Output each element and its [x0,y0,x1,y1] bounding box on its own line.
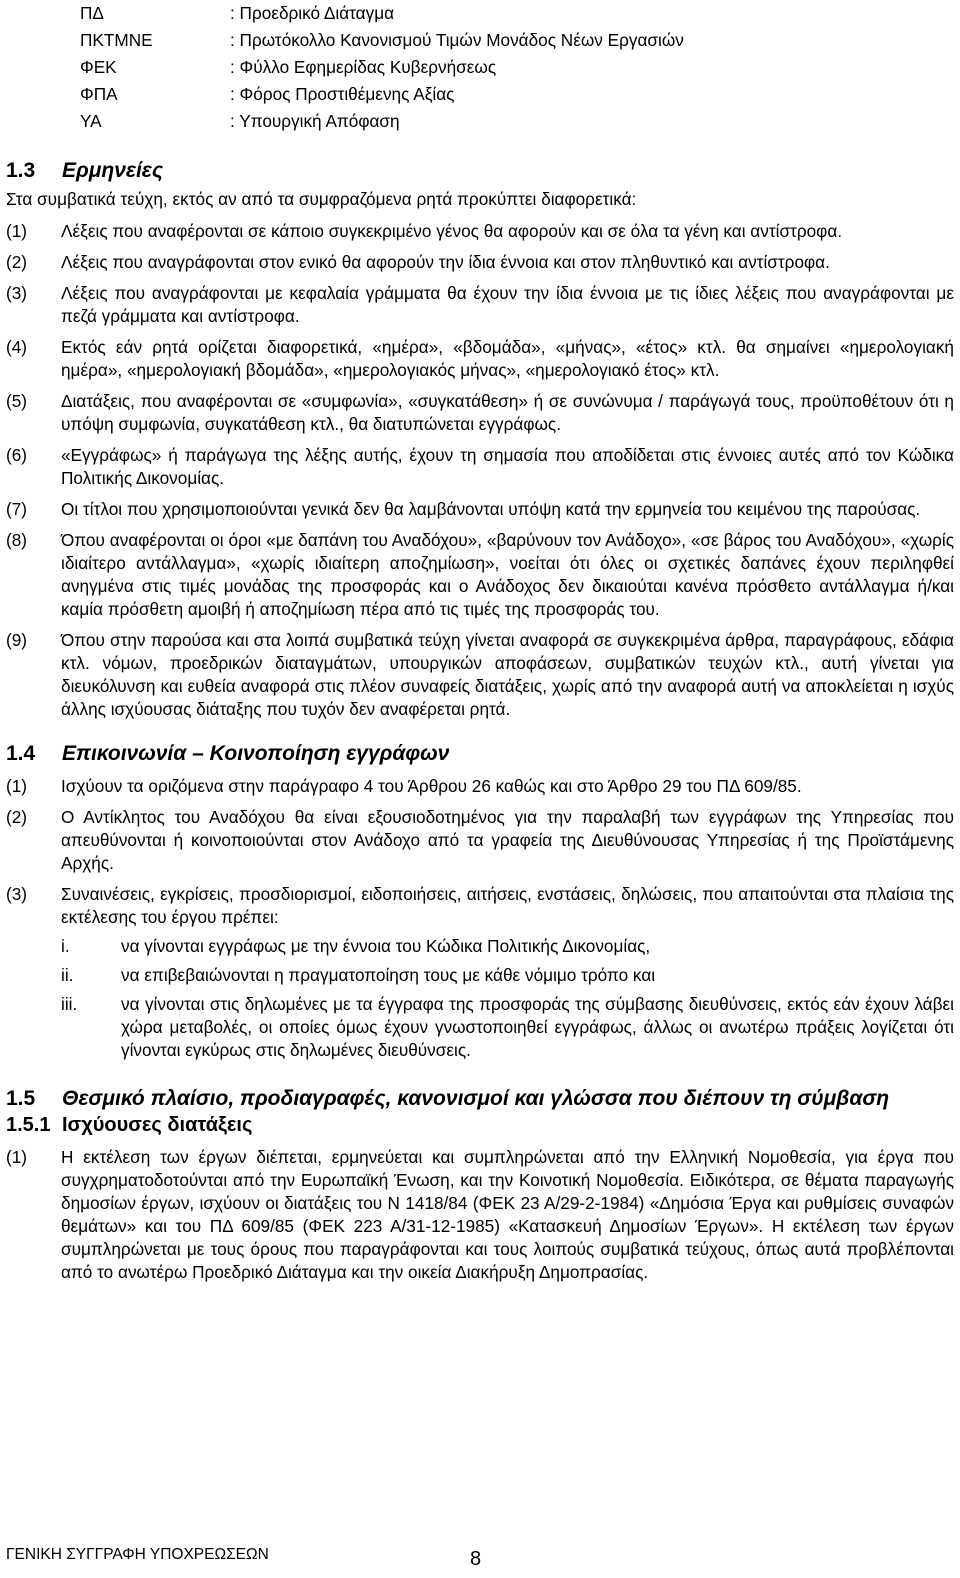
sub-list-item [61,964,954,987]
sub-item-numeral: ii. [61,965,74,985]
item-number: (1) [6,776,28,796]
list-item [6,529,954,621]
item-text: Λέξεις που αναφέρονται σε κάποιο συγκεκριμένο γένος θα αφορούν και σε όλα τα γένη και αντίστροφα. [61,221,843,241]
sub-list-item [61,993,954,1062]
list-item [6,883,954,929]
item-number: (2) [6,807,28,827]
section-title: Επικοινωνία – Κοινοποίηση εγγράφων [62,742,450,765]
section-heading-1-4 [6,741,954,767]
abbreviation-row [80,81,684,108]
item-number: (3) [6,283,28,303]
section-heading-1-5 [6,1086,954,1112]
abbreviation-definition: : Φύλλο Εφημερίδας Κυβερνήσεως [230,57,497,77]
sub-item-numeral: i. [61,936,70,956]
sub-item-text: να επιβεβαιώνονται η πραγματοποίηση τους με κάθε νόμιμο τρόπο και [121,965,656,985]
item-text: Όπου αναφέρονται οι όροι «με δαπάνη του Αναδόχου», «βαρύνουν τον Ανάδοχο», «σε βάρος του Αναδόχου», «χωρίς ιδιαίτερο αντάλλαγμα», «χωρίς ιδιαίτερη αποζημίωση», νοείται ότι όλες οι σχετικές δαπάνες έχουν περιληφθεί ανηγμένα στις τιμές μονάδας της προσφοράς και ο Ανάδοχος δεν δικαιούται κανένα πρόσθετο αντάλλαγμα ή/και καμία πρόσθετη αμοιβή ή αποζημίωση πέρα από τις τιμές της προσφοράς του. [61,530,954,619]
sub-list-item [61,935,954,958]
item-number: (1) [6,221,28,241]
page-number: 8 [470,1548,482,1570]
section-number: 1.4 [6,742,36,765]
subsection-number: 1.5.1 [6,1114,51,1136]
sub-item-text: να γίνονται εγγράφως με την έννοια του Κώδικα Πολιτικής Δικονομίας, [121,936,651,956]
document-body [6,158,954,1284]
abbreviation-definition: : Φόρος Προστιθέμενης Αξίας [230,84,455,104]
list-item [6,806,954,875]
list-item [6,220,954,243]
list-item [6,629,954,721]
item-number: (8) [6,530,28,550]
abbreviation-row [80,27,684,54]
abbreviation-row [80,108,684,135]
item-text: Εκτός εάν ρητά ορίζεται διαφορετικά, «ημέρα», «βδομάδα», «μήνας», «έτος» κτλ. θα σημαίνει «ημερολογιακή ημέρα», «ημερολογιακή βδομάδα», «ημερολογιακός μήνας», «ημερολογιακό έτος» κτλ. [61,337,954,380]
abbreviation-definition: : Πρωτόκολλο Κανονισμού Τιμών Μονάδος Νέων Εργασιών [230,30,684,50]
page-footer: ΓΕΝΙΚΗ ΣΥΓΓΡΑΦΗ ΥΠΟΧΡΕΩΣΕΩΝ [6,1546,269,1563]
item-text: Λέξεις που αναγράφονται με κεφαλαία γράμματα θα έχουν την ίδια έννοια με τις ίδιες λέξεις που αναγράφονται με πεζά γράμματα και αντίστροφα. [61,283,954,326]
section-title: Θεσμικό πλαίσιο, προδιαγραφές, κανονισμοί και γλώσσα που διέπουν τη σύμβαση [62,1087,890,1110]
abbreviation-row [80,0,684,27]
list-item [6,390,954,436]
item-text: Ο Αντίκλητος του Αναδόχου θα είναι εξουσιοδοτημένος για την παραλαβή των εγγράφων της Υπηρεσίας που απευθύνονται ή κοινοποιούνται στον Ανάδοχο από τα γραφεία της Διευθύνουσας Υπηρεσίας ή της Προϊστάμενης Αρχής. [61,807,954,873]
sub-item-numeral: iii. [61,994,78,1014]
abbreviations-list [80,0,684,135]
item-text: Η εκτέλεση των έργων διέπεται, ερμηνεύεται και συμπληρώνεται από την Ελληνική Νομοθεσία, για έργα που συγχρηματοδοτούνται από την Ευρωπαϊκή Ένωση, και την Κοινοτική Νομοθεσία. Ειδικότερα, σε θέματα παραγωγής δημοσίων έργων, ισχύουν οι διατάξεις του Ν 1418/84 (ΦΕΚ 23 Α/29-2-1984) «Δημόσια Έργα και ρυθμίσεις συναφών θεμάτων» και του ΠΔ 609/85 (ΦΕΚ 223 Α/31-12-1985) «Κατασκευή Δημοσίων Έργων». Η εκτέλεση των έργων συμπληρώνεται με τους όρους που παραγράφονται και τους λοιπούς συμβατικά τεύχους, όπως αυτά προβλέπονται από το ανωτέρω Προεδρικό Διάταγμα και την οικεία Διακήρυξη Δημοπρασίας. [61,1147,954,1282]
section-number: 1.5 [6,1087,36,1110]
section-heading-1-3 [6,158,954,184]
abbreviation-code: ΠΔ [80,3,104,23]
item-number: (4) [6,337,28,357]
item-number: (3) [6,884,28,904]
subsection-title: Ισχύουσες διατάξεις [62,1114,253,1136]
item-number: (9) [6,630,28,650]
subsection-heading-1-5-1 [6,1112,954,1138]
section-number: 1.3 [6,159,36,182]
sub-list [61,935,954,1062]
abbreviation-code: ΥΑ [80,111,102,131]
list-item [6,775,954,798]
item-number: (7) [6,499,28,519]
list-item [6,251,954,274]
list-item [6,282,954,328]
item-number: (5) [6,391,28,411]
abbreviation-code: ΦΠΑ [80,84,118,104]
list-item [6,336,954,382]
item-text: Συναινέσεις, εγκρίσεις, προσδιορισμοί, ειδοποιήσεις, αιτήσεις, ενστάσεις, δηλώσεις, που απαιτούνται στα πλαίσια της εκτέλεσης του έργου πρέπει: [61,884,954,927]
abbreviation-definition: : Προεδρικό Διάταγμα [230,3,395,23]
abbreviation-definition: : Υπουργική Απόφαση [230,111,400,131]
list-item [6,1146,954,1284]
abbreviation-code: ΠΚΤΜΝΕ [80,30,153,50]
list-item [6,498,954,521]
sub-item-text: να γίνονται στις δηλωμένες με τα έγγραφα της προσφοράς της σύμβασης διευθύνσεις, εκτός εάν έχουν λάβει χώρα μεταβολές, οι οποίες όμως έχουν γνωστοποιηθεί εγγράφως, άλλως οι ανωτέρω πράξεις λογίζεται ότι γίνονται εγκύρως στις δηλωμένες διευθύνσεις. [121,994,954,1060]
item-text: Διατάξεις, που αναφέρονται σε «συμφωνία», «συγκατάθεση» ή σε συνώνυμα / παράγωγά τους, προϋποθέτουν ότι η υπόψη συμφωνία, συγκατάθεση κτλ., θα διατυπώνεται εγγράφως. [61,391,954,434]
item-text: Οι τίτλοι που χρησιμοποιούνται γενικά δεν θα λαμβάνονται υπόψη κατά την ερμηνεία του κειμένου της παρούσας. [61,499,921,519]
item-text: «Εγγράφως» ή παράγωγα της λέξης αυτής, έχουν τη σημασία που αποδίδεται στις έννοιες αυτές από τον Κώδικα Πολιτικής Δικονομίας. [61,445,954,488]
item-number: (1) [6,1147,28,1167]
section-title: Ερμηνείες [62,159,164,182]
item-number: (2) [6,252,28,272]
list-item [6,444,954,490]
item-text: Όπου στην παρούσα και στα λοιπά συμβατικά τεύχη γίνεται αναφορά σε συγκεκριμένα άρθρα, παραγράφους, εδάφια κτλ. νόμων, προεδρικών διαταγμάτων, υπουργικών αποφάσεων, συμβατικών τευχών κτλ., αυτή γίνεται για διευκόλυνση και ευθεία αναφορά στις πλέον συναφείς διατάξεις, χωρίς από την αναφορά αυτή να αποκλείεται η ισχύς άλλης ισχύουσας διάταξης που τυχόν δεν αναφέρεται ρητά. [61,630,954,719]
abbreviation-row [80,54,684,81]
item-number: (6) [6,445,28,465]
item-text: Λέξεις που αναγράφονται στον ενικό θα αφορούν την ίδια έννοια και στον πληθυντικό και αντίστροφα. [61,252,830,272]
section-lead: Στα συμβατικά τεύχη, εκτός αν από τα συμφραζόμενα ρητά προκύπτει διαφορετικά: [6,189,637,209]
item-text: Ισχύουν τα οριζόμενα στην παράγραφο 4 του Άρθρου 26 καθώς και στο Άρθρο 29 του ΠΔ 609/85. [61,776,802,796]
abbreviation-code: ΦΕΚ [80,57,117,77]
